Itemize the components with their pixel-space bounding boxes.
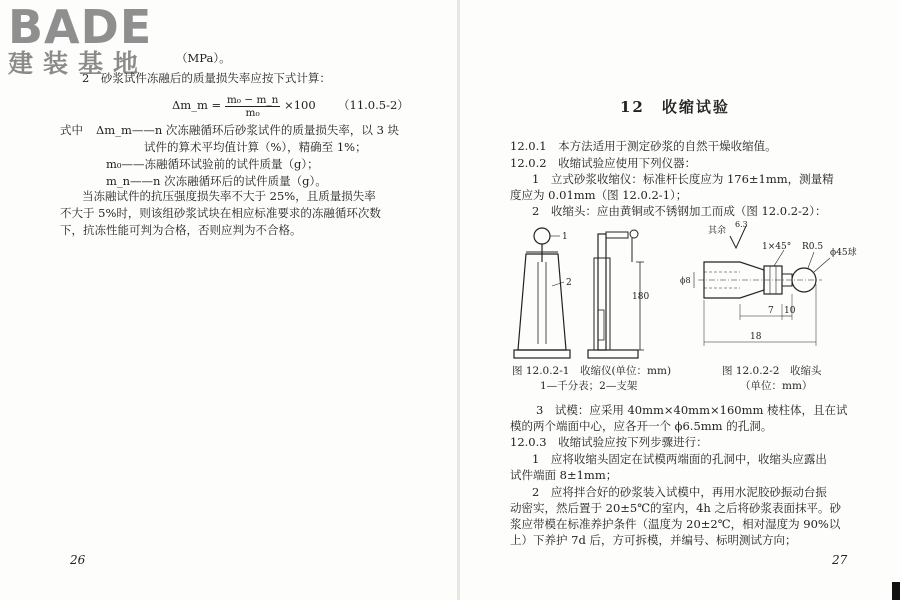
body-line: 12.0.1 本方法适用于测定砂浆的自然干燥收缩值。	[510, 139, 777, 153]
fig2-caption: 图 12.0.2-2 收缩头	[722, 365, 822, 377]
fig1-dimension: 180	[632, 292, 650, 302]
formula-mult: ×100	[284, 98, 316, 112]
def-line: m₀——冻融循环试验前的试件质量（g）；	[106, 157, 319, 171]
body-line: 上）下养护 7d 后，方可拆模，并编号、标明测试方向；	[510, 533, 797, 547]
page-number-right: 27	[832, 553, 848, 567]
fig2-chamfer: 1×45°	[762, 242, 792, 252]
body-line: 试件端面 8±1mm；	[510, 468, 618, 482]
fig1-legend: 1—千分表；2—支架	[540, 380, 638, 392]
page-number-left: 26	[70, 553, 86, 567]
def-line: Δm_m——n 次冻融循环后砂浆试件的质量损失率，以 3 块	[96, 123, 400, 137]
body-line: 2 应将拌合好的砂浆装入试模中，再用水泥胶砂振动台振	[532, 485, 827, 499]
para-line: 不大于 5%时，则该组砂浆试块在相应标准要求的冻融循环次数	[60, 206, 381, 220]
body-line: 浆应带模在标准养护条件（温度为 20±2℃，相对湿度为 90%以	[510, 517, 841, 531]
formula	[172, 90, 316, 120]
page-gutter	[457, 0, 460, 600]
fig2-dim-10: 10	[784, 306, 796, 316]
formula-number: （11.0.5-2）	[338, 98, 409, 112]
section-heading: 12 收缩试验	[620, 98, 730, 116]
fig2-radius: R0.5	[802, 242, 824, 252]
fig1-label-1: 1	[562, 232, 568, 242]
fig1-label-2: 2	[566, 278, 572, 288]
para-line: 下，抗冻性能可判为合格，否则应判为不合格。	[60, 223, 302, 237]
brand-logo: BADE	[8, 0, 153, 54]
def-line: 试件的算术平均值计算（%），精确至 1%；	[144, 140, 367, 154]
fig2-rough-value: 6.3	[735, 220, 748, 229]
item2-intro: 2 砂浆试件冻融后的质量损失率应按下式计算：	[82, 71, 331, 85]
def-line: m_n——n 次冻融循环后的试件质量（g）。	[106, 174, 327, 188]
fig2-rough-label: 其余	[708, 226, 727, 236]
body-line: 模的两个端面中心，应各开一个 ϕ6.5mm 的孔洞。	[510, 419, 773, 433]
fig2-unit: （单位：mm）	[740, 380, 813, 392]
formula-lhs: Δm_m =	[172, 98, 222, 112]
body-line: 动密实，然后置于 20±5℃的室内，4h 之后将砂浆表面抹平。砂	[510, 501, 841, 515]
body-line: 度应为 0.01mm（图 12.0.2-1）；	[510, 188, 688, 202]
formula-denominator: m₀	[245, 106, 260, 119]
brand-logo-subtitle: 建装基地	[8, 49, 149, 78]
para-line: 当冻融试件的抗压强度损失率不大于 25%，且质量损失率	[82, 189, 376, 203]
body-line: 12.0.2 收缩试验应使用下列仪器：	[510, 156, 697, 170]
where-label: 式中	[60, 123, 83, 137]
body-line: 2 收缩头：应由黄铜或不锈钢加工而成（图 12.0.2-2）：	[532, 204, 827, 218]
body-line: 1 应将收缩头固定在试模两端面的孔洞中，收缩头应露出	[532, 452, 827, 466]
body-line: 12.0.3 收缩试验应按下列步骤进行：	[510, 435, 708, 449]
fig2-diameter: ϕ8	[680, 276, 691, 285]
body-line: 3 试模：应采用 40mm×40mm×160mm 棱柱体，且在试	[536, 403, 848, 417]
fig2-dim-7: 7	[768, 306, 774, 316]
scan-edge-mark	[892, 582, 900, 600]
mpa-line: （MPa）。	[176, 51, 231, 65]
formula-numerator: m₀ − m_n	[226, 93, 279, 106]
fig2-ball: ϕ45球	[830, 248, 857, 258]
formula-fraction	[225, 94, 281, 119]
fig1-caption: 图 12.0.2-1 收缩仪(单位：mm)	[512, 365, 672, 377]
body-line: 1 立式砂浆收缩仪：标准杆长度应为 176±1mm，测量精	[532, 172, 834, 186]
fig2-dim-18: 18	[750, 332, 762, 342]
